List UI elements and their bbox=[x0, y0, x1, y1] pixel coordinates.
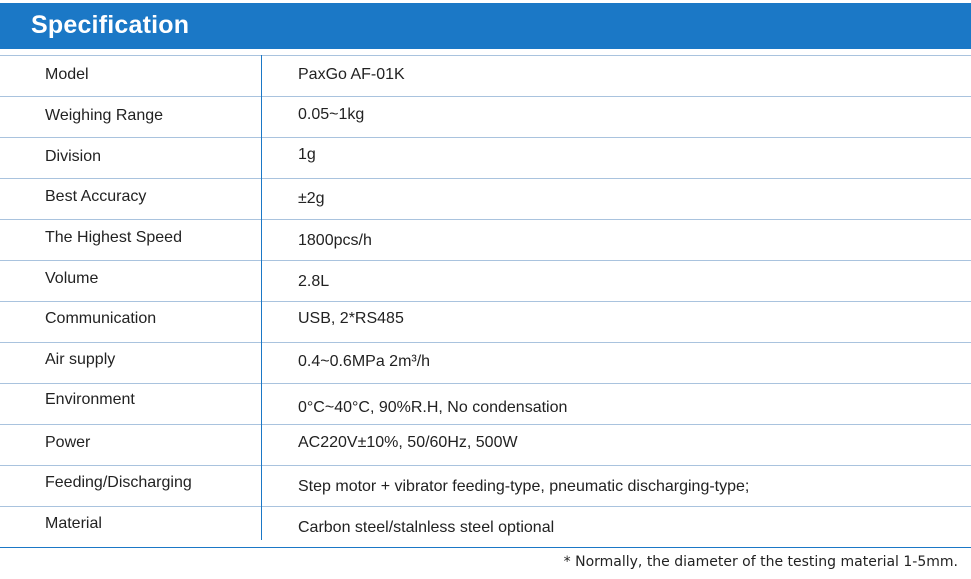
table-row bbox=[0, 425, 971, 466]
spec-value-air-supply: 0.4~0.6MPa 2m³/h bbox=[298, 353, 431, 370]
table-row bbox=[0, 261, 971, 302]
spec-value-communication: USB, 2*RS485 bbox=[298, 310, 404, 327]
spec-label-model: Model bbox=[45, 66, 89, 83]
spec-label-power: Power bbox=[45, 434, 91, 451]
spec-label-highest-speed: The Highest Speed bbox=[45, 229, 182, 246]
table-row bbox=[0, 97, 971, 138]
spec-value-environment: 0°C~40°C, 90%R.H, No condensation bbox=[298, 399, 568, 416]
spec-value-model: PaxGo AF-01K bbox=[298, 66, 405, 83]
spec-label-air-supply: Air supply bbox=[45, 351, 116, 368]
spec-label-feeding-discharging: Feeding/Discharging bbox=[45, 474, 192, 491]
table-row bbox=[0, 343, 971, 384]
footnote: * Normally, the diameter of the testing material 1-5mm. bbox=[563, 554, 958, 570]
spec-value-division: 1g bbox=[298, 146, 316, 163]
spec-label-communication: Communication bbox=[45, 310, 157, 327]
column-divider bbox=[261, 55, 262, 540]
table-row bbox=[0, 55, 971, 97]
table-row bbox=[0, 466, 971, 507]
table-row bbox=[0, 179, 971, 220]
spec-label-volume: Volume bbox=[45, 270, 99, 287]
spec-label-weighing-range: Weighing Range bbox=[45, 107, 164, 124]
spec-value-material: Carbon steel/stalnless steel optional bbox=[298, 519, 555, 536]
page-title: Specification bbox=[31, 11, 190, 39]
spec-header bbox=[0, 3, 971, 49]
spec-label-environment: Environment bbox=[45, 391, 135, 408]
spec-value-feeding-discharging: Step motor + vibrator feeding-type, pneumatic discharging-type; bbox=[298, 478, 750, 495]
spec-label-best-accuracy: Best Accuracy bbox=[45, 188, 147, 205]
spec-value-best-accuracy: ±2g bbox=[298, 190, 325, 207]
spec-label-division: Division bbox=[45, 148, 102, 165]
table-row bbox=[0, 138, 971, 179]
spec-value-highest-speed: 1800pcs/h bbox=[298, 232, 372, 249]
spec-table bbox=[0, 55, 971, 548]
spec-label-material: Material bbox=[45, 515, 102, 532]
table-row bbox=[0, 507, 971, 548]
spec-value-power: AC220V±10%, 50/60Hz, 500W bbox=[298, 434, 518, 451]
table-row bbox=[0, 302, 971, 343]
table-row bbox=[0, 220, 971, 261]
spec-value-volume: 2.8L bbox=[298, 273, 330, 290]
table-row bbox=[0, 384, 971, 425]
spec-value-weighing-range: 0.05~1kg bbox=[298, 106, 365, 123]
